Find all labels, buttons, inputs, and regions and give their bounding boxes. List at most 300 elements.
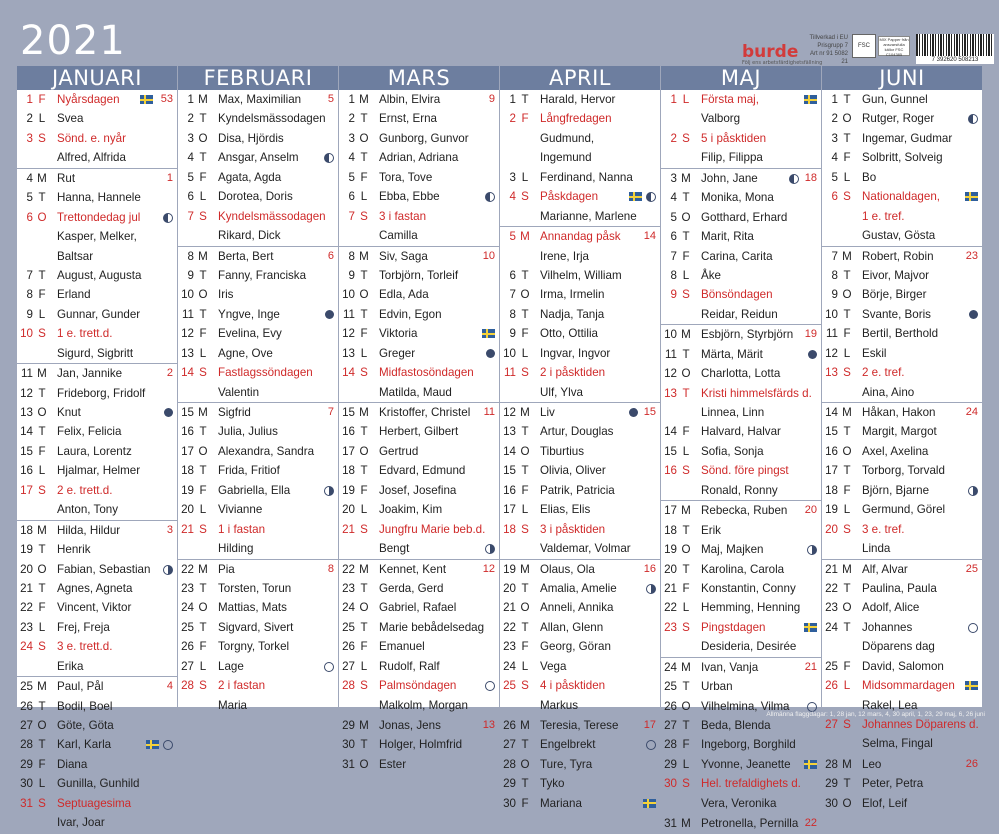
weekday-letter: M <box>198 93 208 106</box>
weekday-letter: S <box>199 209 207 223</box>
weekday-letter: O <box>359 444 369 458</box>
weekday-letter: T <box>360 425 368 439</box>
weekday-letter: O <box>37 719 47 732</box>
name-day: Tiburtius <box>540 444 585 458</box>
weekday-letter: M <box>198 249 208 263</box>
name-day: Valborg <box>701 112 741 126</box>
week-block <box>822 403 982 560</box>
week-number: 1 <box>166 171 173 184</box>
weekday-letter: L <box>360 346 368 360</box>
day-number: 23 <box>664 620 677 634</box>
weekday-letter: M <box>842 562 852 576</box>
week-number: 16 <box>643 562 656 575</box>
weekday-letter: F <box>521 327 529 341</box>
weekday-letter: S <box>682 464 690 478</box>
day-row <box>661 442 821 461</box>
day-row <box>339 461 499 480</box>
name-day: Bertil, Berthold <box>862 327 939 341</box>
day-row <box>17 735 177 754</box>
weekday-letter: L <box>199 346 207 360</box>
day-number: 31 <box>20 796 33 810</box>
name-day: Berta, Bert <box>218 249 274 263</box>
name-day: Herbert, Gilbert <box>379 425 459 439</box>
name-day: Elof, Leif <box>862 796 908 810</box>
day-row <box>339 266 499 285</box>
weekday-letter: L <box>682 93 690 106</box>
weekday-letter: T <box>843 425 851 439</box>
weekday-letter: L <box>843 346 851 360</box>
day-row <box>17 560 177 579</box>
week-block <box>500 227 660 403</box>
day-number: 10 <box>342 288 355 302</box>
moon-phase-icon <box>164 408 173 417</box>
day-row <box>178 657 338 676</box>
day-number: 29 <box>825 777 838 791</box>
name-day: Svea <box>57 112 84 126</box>
day-number: 19 <box>342 483 355 497</box>
name-day: Nyårsdagen <box>57 93 120 106</box>
fsc-icon: FSC <box>852 34 876 58</box>
name-day: Anneli, Annika <box>540 601 614 615</box>
weekday-letter: T <box>199 268 207 282</box>
name-day: Ernst, Erna <box>379 112 437 126</box>
name-day: Gabriella, Ella <box>218 483 291 497</box>
swedish-flag-icon <box>965 681 978 690</box>
name-day: Malkolm, Morgan <box>379 698 468 712</box>
day-number: 12 <box>825 346 838 360</box>
barcode-number: 7 392620 508213 <box>916 56 994 64</box>
weekday-letter: O <box>359 601 369 615</box>
day-row <box>339 579 499 598</box>
name-day: Diana <box>57 757 88 771</box>
name-day: Emanuel <box>379 640 425 654</box>
day-row <box>339 90 499 109</box>
name-day: Gunnar, Gunder <box>57 307 141 321</box>
name-day: Johannes <box>862 620 913 634</box>
day-row <box>822 109 982 128</box>
day-row <box>17 285 177 304</box>
day-row <box>500 794 660 813</box>
name-day: Torbjörn, Torleif <box>379 268 459 282</box>
weekday-letter: L <box>360 503 368 517</box>
weekday-letter: T <box>521 268 529 282</box>
day-number: 1 <box>670 93 677 106</box>
day-row <box>822 226 982 245</box>
moon-phase-icon <box>646 584 656 594</box>
name-day: Carina, Carita <box>701 249 773 263</box>
day-row <box>178 148 338 167</box>
name-day: Marianne, Marlene <box>540 209 637 223</box>
day-row <box>500 90 660 109</box>
month-header: MARS <box>339 66 499 90</box>
day-row <box>178 344 338 363</box>
weekday-letter: L <box>843 503 851 517</box>
week-number: 26 <box>965 757 978 770</box>
day-row <box>661 540 821 559</box>
month-header: FEBRUARI <box>178 66 338 90</box>
name-day: Gunilla, Gunhild <box>57 777 140 791</box>
week-number: 25 <box>965 562 978 575</box>
weekday-letter: F <box>682 738 690 752</box>
week-number: 2 <box>166 367 173 380</box>
day-number: 16 <box>664 464 677 478</box>
day-row <box>339 363 499 382</box>
day-row <box>339 187 499 206</box>
week-number: 5 <box>327 93 334 105</box>
day-row <box>822 383 982 402</box>
day-number: 18 <box>342 464 355 478</box>
moon-phase-icon <box>646 192 656 202</box>
day-number: 3 <box>187 131 194 145</box>
day-row <box>500 266 660 285</box>
day-row <box>661 227 821 246</box>
weekday-letter: T <box>199 425 207 439</box>
day-row <box>661 345 821 364</box>
moon-phase-icon <box>969 310 978 319</box>
week-number: 10 <box>482 249 495 262</box>
name-day: Kristoffer, Christel <box>379 406 471 419</box>
weekday-letter: T <box>360 268 368 282</box>
day-number: 27 <box>20 719 33 732</box>
week-number: 13 <box>482 719 495 731</box>
weekday-letter: M <box>359 719 369 732</box>
name-day: Gabriel, Rafael <box>379 601 457 615</box>
name-day: Vivianne <box>218 503 263 517</box>
name-day: Monika, Mona <box>701 191 774 205</box>
week-block <box>339 90 499 247</box>
week-number: 17 <box>643 719 656 731</box>
weekday-letter: F <box>38 601 46 615</box>
day-row <box>661 794 821 813</box>
weekday-letter: O <box>37 210 47 224</box>
day-number: 23 <box>342 581 355 595</box>
day-number: 31 <box>342 757 355 771</box>
week-block <box>17 90 177 169</box>
name-day: Nadja, Tanja <box>540 307 605 321</box>
day-number: 16 <box>342 425 355 439</box>
name-day: Ulf, Ylva <box>540 385 583 399</box>
day-row <box>17 384 177 403</box>
day-number: 2 <box>509 112 516 126</box>
name-day: Konstantin, Conny <box>701 581 796 595</box>
name-day: Viktoria <box>379 327 418 341</box>
day-row <box>661 285 821 304</box>
day-number: 23 <box>825 601 838 615</box>
name-day: Erik <box>701 523 721 537</box>
day-row <box>178 383 338 402</box>
day-number: 10 <box>825 307 838 321</box>
day-number: 2 <box>26 112 33 126</box>
weekday-letter: S <box>38 327 46 341</box>
name-day: Påskdagen <box>540 190 599 204</box>
name-day: Edvard, Edmund <box>379 464 466 478</box>
week-block <box>661 90 821 169</box>
day-number: 1 <box>509 93 516 106</box>
weekday-letter: O <box>359 131 369 145</box>
name-day: Halvard, Halvar <box>701 425 781 439</box>
day-number: 26 <box>20 699 33 713</box>
weekday-letter: O <box>37 406 47 419</box>
name-day: Eivor, Majvor <box>862 268 930 282</box>
weekday-letter: T <box>682 191 690 205</box>
day-row <box>178 90 338 109</box>
day-number: 30 <box>503 796 516 810</box>
day-number: 22 <box>825 581 838 595</box>
name-day: Lage <box>218 659 244 673</box>
day-row <box>500 148 660 167</box>
day-number: 4 <box>509 190 516 204</box>
day-number: 5 <box>348 170 355 184</box>
day-row <box>661 247 821 266</box>
swedish-flag-icon <box>965 192 978 201</box>
day-number: 20 <box>664 562 677 576</box>
day-row <box>822 520 982 539</box>
weekday-letter: M <box>842 249 852 263</box>
weekday-letter: S <box>521 366 529 380</box>
day-number: 21 <box>20 581 33 595</box>
day-row <box>178 520 338 539</box>
name-day: Fastlagssöndagen <box>218 366 313 380</box>
day-number: 3 <box>670 171 677 185</box>
month-mars <box>339 66 499 771</box>
name-day: Midsommardagen <box>862 679 955 693</box>
day-row <box>500 735 660 754</box>
day-row <box>500 247 660 266</box>
name-day: Eskil <box>862 346 887 360</box>
weekday-letter: F <box>521 796 529 810</box>
day-row <box>339 560 499 579</box>
weekday-letter: L <box>521 503 529 517</box>
day-number: 5 <box>509 230 516 244</box>
name-day: Julia, Julius <box>218 425 278 439</box>
day-number: 30 <box>664 777 677 791</box>
weekday-letter: L <box>682 444 690 458</box>
name-day: Jonas, Jens <box>379 719 441 732</box>
name-day: Kasper, Melker, <box>57 230 137 244</box>
name-day: Markus <box>540 698 579 712</box>
weekday-letter: S <box>199 366 207 380</box>
weekday-letter: F <box>360 640 368 654</box>
day-number: 15 <box>503 464 516 478</box>
day-row <box>17 188 177 207</box>
name-day: Marit, Rita <box>701 230 754 244</box>
day-row <box>822 187 982 206</box>
name-day: Alf, Alvar <box>862 562 908 576</box>
day-number: 9 <box>187 268 194 282</box>
name-day: Sönd. före pingst <box>701 464 789 478</box>
week-block <box>339 403 499 560</box>
weekday-letter: S <box>199 679 207 693</box>
day-row <box>17 403 177 422</box>
day-row <box>500 168 660 187</box>
day-row <box>661 422 821 441</box>
day-number: 11 <box>503 366 516 380</box>
weekday-letter: L <box>38 777 46 791</box>
day-number: 12 <box>664 367 677 381</box>
moon-phase-icon <box>486 349 495 358</box>
weekday-letter: M <box>681 171 691 185</box>
day-row <box>661 579 821 598</box>
weekday-letter: F <box>843 151 851 165</box>
day-row <box>17 755 177 774</box>
day-number: 5 <box>187 170 194 184</box>
day-number: 18 <box>825 483 838 497</box>
day-row <box>178 442 338 461</box>
week-number: 24 <box>965 406 978 418</box>
day-number: 8 <box>348 249 355 263</box>
day-row <box>17 247 177 266</box>
name-day: Rakel, Lea <box>862 698 918 712</box>
weekday-letter: T <box>521 307 529 321</box>
day-number: 28 <box>181 679 194 693</box>
weekday-letter: S <box>682 777 690 791</box>
name-day: Gunborg, Gunvor <box>379 131 469 145</box>
weekday-letter: T <box>360 112 368 126</box>
weekday-letter: F <box>360 327 368 341</box>
day-number: 6 <box>509 268 516 282</box>
day-number: 16 <box>503 483 516 497</box>
day-row <box>178 560 338 579</box>
day-row <box>17 109 177 128</box>
name-day: Axel, Axelina <box>862 444 929 458</box>
day-number: 17 <box>664 504 677 518</box>
week-number: 9 <box>488 93 495 105</box>
day-number: 22 <box>181 562 194 576</box>
name-day: Teresia, Terese <box>540 719 619 732</box>
day-number: 19 <box>825 503 838 517</box>
day-number: 7 <box>348 209 355 223</box>
name-day: Septuagesima <box>57 796 132 810</box>
weekday-letter: O <box>520 288 530 302</box>
weekday-letter: L <box>38 620 46 634</box>
week-number: 22 <box>804 817 817 830</box>
weekday-letter: F <box>843 659 851 673</box>
weekday-letter: O <box>681 210 691 224</box>
day-row <box>822 657 982 676</box>
weekday-letter: M <box>520 406 530 419</box>
name-day: Långfredagen <box>540 112 612 126</box>
name-day: John, Jane <box>701 171 758 185</box>
weekday-letter: L <box>360 659 368 673</box>
day-number: 15 <box>342 406 355 419</box>
day-row <box>178 696 338 715</box>
day-number: 8 <box>670 268 677 282</box>
week-block <box>822 247 982 404</box>
weekday-letter: M <box>37 367 47 381</box>
day-number: 14 <box>342 366 355 380</box>
weekday-letter: L <box>199 503 207 517</box>
weekday-letter: T <box>682 680 690 694</box>
day-row <box>661 403 821 422</box>
year-title: 2021 <box>20 18 126 64</box>
day-number: 27 <box>825 718 838 731</box>
name-day: Gudmund, <box>540 131 595 145</box>
day-row <box>500 481 660 500</box>
name-day: Reidar, Reidun <box>701 307 778 321</box>
moon-phase-icon <box>646 740 656 750</box>
moon-phase-icon <box>807 545 817 555</box>
name-day: Frideborg, Fridolf <box>57 386 146 400</box>
name-day: Erika <box>57 659 84 673</box>
day-number: 17 <box>503 503 516 517</box>
weekday-letter: F <box>521 483 529 497</box>
name-day: Holger, Holmfrid <box>379 738 463 752</box>
day-row <box>500 500 660 519</box>
name-day: Johannes Döparens d. <box>862 718 979 731</box>
weekday-letter: O <box>359 288 369 302</box>
name-day: Pingstdagen <box>701 620 766 634</box>
day-number: 7 <box>509 288 516 302</box>
name-day: Bo <box>862 170 877 184</box>
day-row <box>339 383 499 402</box>
weekday-letter: T <box>682 719 690 732</box>
swedish-flag-icon <box>804 623 817 632</box>
day-number: 7 <box>26 268 33 282</box>
moon-phase-icon <box>808 350 817 359</box>
weekday-letter: T <box>38 425 46 439</box>
day-number: 29 <box>664 757 677 771</box>
weekday-letter: S <box>360 209 368 223</box>
day-row <box>500 207 660 226</box>
day-number: 15 <box>181 406 194 419</box>
day-row <box>822 442 982 461</box>
day-row <box>178 598 338 617</box>
name-day: Ansgar, Anselm <box>218 151 299 165</box>
day-row <box>500 305 660 324</box>
weekday-letter: S <box>38 640 46 654</box>
weekday-letter: O <box>198 288 208 302</box>
day-row <box>661 384 821 403</box>
day-row <box>339 305 499 324</box>
day-number: 2 <box>187 112 194 126</box>
swedish-flag-icon <box>140 95 153 104</box>
moon-phase-icon <box>324 486 334 496</box>
name-day: Adrian, Adriana <box>379 151 459 165</box>
day-number: 20 <box>181 503 194 517</box>
day-row <box>500 676 660 695</box>
weekday-letter: M <box>681 660 691 674</box>
weekday-letter: O <box>198 601 208 615</box>
name-day: Kyndelsmässodagen <box>218 209 326 223</box>
weekday-letter: L <box>199 659 207 673</box>
weekday-letter: F <box>521 640 529 654</box>
weekday-letter: M <box>37 680 47 694</box>
name-day: Maj, Majken <box>701 543 764 557</box>
weekday-letter: F <box>38 288 46 302</box>
week-block <box>178 90 338 247</box>
weekday-letter: T <box>199 581 207 595</box>
day-number: 2 <box>670 131 677 145</box>
day-row <box>822 734 982 753</box>
day-number: 8 <box>187 249 194 263</box>
day-row <box>17 579 177 598</box>
week-number: 21 <box>804 660 817 673</box>
week-number: 18 <box>804 171 817 184</box>
day-row <box>500 520 660 539</box>
day-row <box>339 129 499 148</box>
day-row <box>661 501 821 520</box>
day-row <box>339 500 499 519</box>
name-day: Yngve, Inge <box>218 307 280 321</box>
day-row <box>661 774 821 793</box>
day-number: 1 <box>831 93 838 106</box>
name-day: 2 i påsktiden <box>540 366 606 380</box>
day-number: 4 <box>187 151 194 165</box>
day-row <box>17 227 177 246</box>
day-number: 22 <box>20 601 33 615</box>
day-number: 14 <box>825 406 838 419</box>
weekday-letter: F <box>521 112 529 126</box>
